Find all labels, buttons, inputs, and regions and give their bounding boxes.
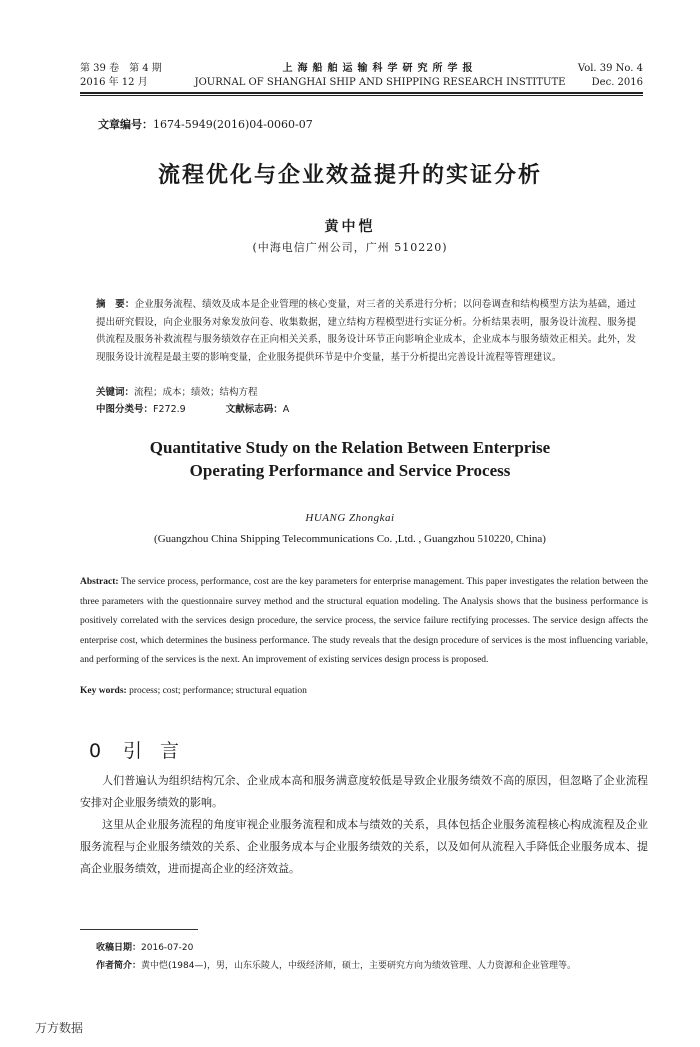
clc-value: F272.9: [153, 404, 186, 415]
volume-issue: 第 39 卷 第 4 期: [80, 63, 162, 74]
keywords-en: [80, 684, 648, 699]
author-name-en: HUANG Zhongkai: [305, 512, 395, 524]
section-number: 0: [89, 740, 102, 762]
journal-name: [170, 62, 590, 90]
author-name-cn: 黄中恺: [324, 219, 376, 235]
publication-date: 2016 年 12 月: [80, 77, 148, 88]
body-paragraph-1: 人们普遍认为组织结构冗余、企业成本高和服务满意度较低是导致企业服务绩效不高的原因，但忽略了企业流程安排对企业服务绩效的影响。: [80, 774, 648, 809]
body-paragraph-2: 这里从企业服务流程的角度审视企业服务流程和成本与绩效的关系，具体包括企业服务流程核心构成流程及企业服务流程与企业服务绩效的关系、企业服务成本与企业服务绩效的关系，以及如何从流程入手降低企业服务成本、提高企业服务绩效，进而提高企业的经济效益。: [80, 818, 648, 875]
classification-info: [96, 402, 636, 418]
watermark-text: 万方数据: [35, 1021, 84, 1035]
abstract-en-label: Abstract:: [80, 577, 119, 587]
section-title: 引言: [123, 740, 198, 762]
page-title-en: [0, 436, 700, 482]
footnote-rule: [80, 929, 198, 930]
abstract-en: [80, 573, 648, 671]
affiliation-en: (Guangzhou China Shipping Telecommunications Co. ,Ltd. , Guangzhou 510220, China): [154, 533, 546, 545]
keywords-en-text: process; cost; performance; structural equation: [129, 686, 307, 696]
abstract-en-text: The service process, performance, cost are the key parameters for enterprise management. This paper investigates the relation between the three parameters with the questionnaire survey method and the structural equation modeling. The Analysis shows that the business performance is positively correlated with the services design procedure, the service process, the service failure rectifying processes. The service design affects the enterprise cost, which determines the business performance. The study reveals that the design procedure of services is the most influencing variable, and performing of the services is the next. An improvement of existing services design process is proposed.: [80, 577, 648, 665]
journal-volume-info: [80, 62, 162, 90]
volume-issue-en: Vol. 39 No. 4: [577, 63, 643, 74]
footnote-author-bio: [96, 959, 656, 973]
keywords-cn-text: 流程；成本；绩效；结构方程: [134, 387, 258, 398]
article-number-label: 文章编号：: [98, 118, 153, 131]
header-rule-thick: [80, 92, 643, 94]
abstract-cn: [96, 296, 636, 366]
keywords-cn: [96, 385, 636, 401]
title-en-line2: Operating Performance and Service Process: [189, 461, 511, 480]
article-number: [98, 116, 313, 132]
header-rule-thin: [80, 95, 643, 96]
bio-value: 黄中恺(1984—)，男，山东乐陵人，中级经济师，硕士，主要研究方向为绩效管理、人力资源和企业管理等。: [141, 961, 576, 971]
page-title-cn: 流程优化与企业效益提升的实证分析: [157, 163, 542, 188]
keywords-cn-label: 关键词：: [96, 387, 135, 398]
clc-label: 中图分类号：: [96, 404, 154, 415]
journal-name-en: JOURNAL OF SHANGHAI SHIP AND SHIPPING RESEARCH INSTITUTE: [194, 77, 566, 88]
abstract-cn-label: 摘 要：: [96, 299, 135, 310]
publication-date-en: Dec. 2016: [591, 77, 643, 88]
article-number-value: 1674-5949(2016)04-0060-07: [153, 118, 313, 131]
title-en-line1: Quantitative Study on the Relation Between Enterprise: [149, 438, 551, 457]
section-heading: [89, 736, 197, 763]
footnote-received: [96, 941, 193, 955]
affiliation-cn: (中海电信广州公司，广州 510220): [252, 241, 448, 254]
journal-volume-info-en: [578, 62, 643, 90]
doc-code-value: A: [282, 404, 290, 415]
received-value: 2016-07-20: [141, 943, 194, 953]
received-label: 收稿日期：: [96, 943, 142, 953]
keywords-en-label: Key words:: [80, 686, 127, 696]
bio-label: 作者简介：: [96, 961, 142, 971]
abstract-cn-text: 企业服务流程、绩效及成本是企业管理的核心变量，对三者的关系进行分析；以问卷调查和结构模型方法为基础，通过提出研究假设，向企业服务对象发放问卷、收集数据，建立结构方程模型进行实证分析。分析结果表明，服务设计流程、服务提供流程及服务补救流程与服务绩效存在正向相关关系，服务设计环节正向影响企业成本，企业成本与服务绩效正相关。此外，发现服务设计流程是最主要的影响变量，企业服务提供环节是中介变量，基于分析提出完善设计流程等管理建议。: [96, 299, 636, 363]
doc-code-label: 文献标志码：: [225, 404, 283, 415]
journal-name-cn: 上海船舶运输科学研究所学报: [282, 63, 478, 74]
